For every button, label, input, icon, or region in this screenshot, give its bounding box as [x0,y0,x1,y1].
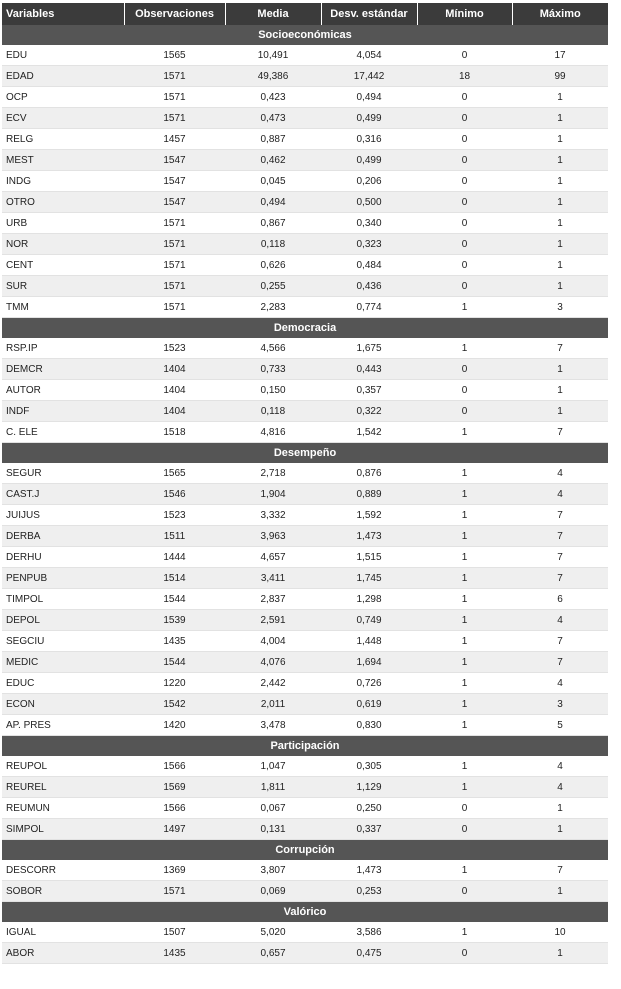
minimo-cell: 1 [417,756,512,777]
observaciones-cell: 1571 [124,276,225,297]
minimo-cell: 0 [417,881,512,902]
media-cell: 3,963 [225,526,321,547]
section-header-row [2,443,608,464]
section-title: Democracia [2,318,608,339]
table-row [2,860,608,881]
desv-estandar-cell: 0,500 [321,192,417,213]
maximo-cell: 10 [512,922,608,943]
media-cell: 2,283 [225,297,321,318]
table-row [2,108,608,129]
maximo-cell: 7 [512,860,608,881]
maximo-cell: 7 [512,338,608,359]
media-cell: 2,718 [225,463,321,484]
minimo-cell: 1 [417,589,512,610]
column-header-observaciones: Observaciones [124,3,225,25]
table-row [2,276,608,297]
desv-estandar-cell: 0,499 [321,150,417,171]
observaciones-cell: 1539 [124,610,225,631]
media-cell: 0,733 [225,359,321,380]
media-cell: 3,332 [225,505,321,526]
maximo-cell: 7 [512,568,608,589]
media-cell: 2,591 [225,610,321,631]
table-row [2,129,608,150]
observaciones-cell: 1571 [124,234,225,255]
media-cell: 0,867 [225,213,321,234]
section-header-row [2,902,608,923]
observaciones-cell: 1547 [124,192,225,213]
desv-estandar-cell: 0,830 [321,715,417,736]
desv-estandar-cell: 1,745 [321,568,417,589]
column-header-media: Media [225,3,321,25]
variable-cell: IGUAL [2,922,124,943]
observaciones-cell: 1544 [124,652,225,673]
table-row [2,943,608,964]
media-cell: 0,462 [225,150,321,171]
observaciones-cell: 1571 [124,881,225,902]
minimo-cell: 1 [417,422,512,443]
minimo-cell: 1 [417,922,512,943]
table-row [2,401,608,422]
media-cell: 0,131 [225,819,321,840]
desv-estandar-cell: 0,436 [321,276,417,297]
maximo-cell: 1 [512,192,608,213]
observaciones-cell: 1514 [124,568,225,589]
observaciones-cell: 1542 [124,694,225,715]
variable-cell: ECV [2,108,124,129]
observaciones-cell: 1544 [124,589,225,610]
desv-estandar-cell: 1,473 [321,860,417,881]
column-header-minimo: Mínimo [417,3,512,25]
maximo-cell: 6 [512,589,608,610]
table-row [2,526,608,547]
desv-estandar-cell: 3,586 [321,922,417,943]
variable-cell: EDAD [2,66,124,87]
variable-cell: TIMPOL [2,589,124,610]
maximo-cell: 1 [512,943,608,964]
variable-cell: DERBA [2,526,124,547]
section-title: Valórico [2,902,608,923]
media-cell: 3,807 [225,860,321,881]
minimo-cell: 1 [417,526,512,547]
maximo-cell: 7 [512,422,608,443]
observaciones-cell: 1507 [124,922,225,943]
media-cell: 4,657 [225,547,321,568]
table-row [2,881,608,902]
maximo-cell: 99 [512,66,608,87]
table-row [2,631,608,652]
table-row [2,673,608,694]
observaciones-cell: 1404 [124,380,225,401]
section-header-row [2,318,608,339]
section-title: Desempeño [2,443,608,464]
table-header [2,3,608,25]
table-row [2,192,608,213]
maximo-cell: 7 [512,631,608,652]
variable-cell: ABOR [2,943,124,964]
maximo-cell: 3 [512,694,608,715]
table-row [2,505,608,526]
desv-estandar-cell: 0,484 [321,255,417,276]
variable-cell: TMM [2,297,124,318]
table-row [2,380,608,401]
minimo-cell: 0 [417,45,512,66]
maximo-cell: 7 [512,505,608,526]
minimo-cell: 1 [417,297,512,318]
observaciones-cell: 1571 [124,297,225,318]
observaciones-cell: 1420 [124,715,225,736]
minimo-cell: 1 [417,694,512,715]
maximo-cell: 4 [512,756,608,777]
desv-estandar-cell: 0,323 [321,234,417,255]
variable-cell: AUTOR [2,380,124,401]
table-row [2,150,608,171]
variable-cell: SEGUR [2,463,124,484]
observaciones-cell: 1546 [124,484,225,505]
observaciones-cell: 1565 [124,45,225,66]
media-cell: 0,473 [225,108,321,129]
desv-estandar-cell: 0,305 [321,756,417,777]
maximo-cell: 1 [512,150,608,171]
table-row [2,359,608,380]
minimo-cell: 0 [417,87,512,108]
variable-cell: DESCORR [2,860,124,881]
media-cell: 4,816 [225,422,321,443]
desv-estandar-cell: 17,442 [321,66,417,87]
maximo-cell: 1 [512,213,608,234]
observaciones-cell: 1435 [124,943,225,964]
observaciones-cell: 1444 [124,547,225,568]
maximo-cell: 1 [512,129,608,150]
observaciones-cell: 1518 [124,422,225,443]
table-row [2,171,608,192]
observaciones-cell: 1569 [124,777,225,798]
column-header-desv-estandar: Desv. estándar [321,3,417,25]
minimo-cell: 0 [417,192,512,213]
maximo-cell: 1 [512,108,608,129]
media-cell: 10,491 [225,45,321,66]
observaciones-cell: 1511 [124,526,225,547]
variable-cell: INDF [2,401,124,422]
desv-estandar-cell: 1,694 [321,652,417,673]
observaciones-cell: 1571 [124,213,225,234]
minimo-cell: 0 [417,108,512,129]
observaciones-cell: 1571 [124,87,225,108]
header-row [2,3,608,25]
minimo-cell: 1 [417,484,512,505]
table-row [2,610,608,631]
desv-estandar-cell: 0,250 [321,798,417,819]
observaciones-cell: 1404 [124,359,225,380]
minimo-cell: 1 [417,715,512,736]
observaciones-cell: 1571 [124,255,225,276]
maximo-cell: 5 [512,715,608,736]
media-cell: 4,566 [225,338,321,359]
table-row [2,255,608,276]
table-row [2,297,608,318]
minimo-cell: 0 [417,819,512,840]
maximo-cell: 4 [512,463,608,484]
desv-estandar-cell: 0,876 [321,463,417,484]
table-row [2,589,608,610]
maximo-cell: 1 [512,380,608,401]
observaciones-cell: 1547 [124,150,225,171]
variable-cell: JUIJUS [2,505,124,526]
desv-estandar-cell: 1,448 [321,631,417,652]
maximo-cell: 1 [512,359,608,380]
variable-cell: RELG [2,129,124,150]
media-cell: 2,011 [225,694,321,715]
variable-cell: URB [2,213,124,234]
variable-cell: EDUC [2,673,124,694]
minimo-cell: 0 [417,798,512,819]
observaciones-cell: 1566 [124,798,225,819]
media-cell: 0,494 [225,192,321,213]
table-row [2,463,608,484]
section-header-row [2,840,608,861]
minimo-cell: 1 [417,777,512,798]
maximo-cell: 1 [512,171,608,192]
table-row [2,87,608,108]
media-cell: 0,657 [225,943,321,964]
media-cell: 3,478 [225,715,321,736]
observaciones-cell: 1497 [124,819,225,840]
media-cell: 0,118 [225,234,321,255]
media-cell: 1,047 [225,756,321,777]
media-cell: 0,118 [225,401,321,422]
desv-estandar-cell: 0,357 [321,380,417,401]
variable-cell: CAST.J [2,484,124,505]
minimo-cell: 1 [417,505,512,526]
minimo-cell: 0 [417,380,512,401]
section-title: Socioeconómicas [2,25,608,45]
table-row [2,45,608,66]
maximo-cell: 7 [512,526,608,547]
variable-cell: DERHU [2,547,124,568]
desv-estandar-cell: 0,206 [321,171,417,192]
desv-estandar-cell: 1,298 [321,589,417,610]
variable-cell: REUMUN [2,798,124,819]
minimo-cell: 0 [417,359,512,380]
desv-estandar-cell: 1,129 [321,777,417,798]
observaciones-cell: 1523 [124,338,225,359]
variable-cell: INDG [2,171,124,192]
table-row [2,234,608,255]
variable-cell: SUR [2,276,124,297]
desv-estandar-cell: 0,475 [321,943,417,964]
variable-cell: MEST [2,150,124,171]
observaciones-cell: 1220 [124,673,225,694]
minimo-cell: 0 [417,276,512,297]
maximo-cell: 1 [512,87,608,108]
desv-estandar-cell: 1,542 [321,422,417,443]
minimo-cell: 0 [417,234,512,255]
section-header-row [2,736,608,757]
observaciones-cell: 1565 [124,463,225,484]
minimo-cell: 0 [417,150,512,171]
maximo-cell: 1 [512,798,608,819]
minimo-cell: 1 [417,338,512,359]
desv-estandar-cell: 0,494 [321,87,417,108]
maximo-cell: 4 [512,673,608,694]
desv-estandar-cell: 4,054 [321,45,417,66]
maximo-cell: 1 [512,819,608,840]
minimo-cell: 1 [417,547,512,568]
table-row [2,652,608,673]
media-cell: 4,004 [225,631,321,652]
desv-estandar-cell: 0,726 [321,673,417,694]
variable-cell: EDU [2,45,124,66]
desv-estandar-cell: 1,473 [321,526,417,547]
observaciones-cell: 1547 [124,171,225,192]
table-row [2,568,608,589]
table-row [2,715,608,736]
variable-cell: OTRO [2,192,124,213]
table-row [2,338,608,359]
variable-cell: OCP [2,87,124,108]
observaciones-cell: 1571 [124,66,225,87]
table-row [2,798,608,819]
variable-cell: PENPUB [2,568,124,589]
variable-cell: RSP.IP [2,338,124,359]
minimo-cell: 0 [417,255,512,276]
minimo-cell: 1 [417,652,512,673]
maximo-cell: 4 [512,610,608,631]
table-row [2,484,608,505]
desv-estandar-cell: 1,592 [321,505,417,526]
variable-cell: NOR [2,234,124,255]
maximo-cell: 1 [512,276,608,297]
maximo-cell: 1 [512,401,608,422]
maximo-cell: 1 [512,234,608,255]
variable-cell: REUPOL [2,756,124,777]
media-cell: 49,386 [225,66,321,87]
minimo-cell: 18 [417,66,512,87]
maximo-cell: 17 [512,45,608,66]
desv-estandar-cell: 1,515 [321,547,417,568]
minimo-cell: 0 [417,129,512,150]
desv-estandar-cell: 0,443 [321,359,417,380]
desv-estandar-cell: 0,499 [321,108,417,129]
media-cell: 1,811 [225,777,321,798]
maximo-cell: 7 [512,547,608,568]
column-header-maximo: Máximo [512,3,608,25]
observaciones-cell: 1523 [124,505,225,526]
table-row [2,922,608,943]
table-row [2,213,608,234]
table-row [2,777,608,798]
minimo-cell: 0 [417,401,512,422]
table-body [2,25,608,964]
maximo-cell: 4 [512,777,608,798]
section-header-row [2,25,608,45]
media-cell: 5,020 [225,922,321,943]
desv-estandar-cell: 0,316 [321,129,417,150]
minimo-cell: 1 [417,631,512,652]
table-row [2,756,608,777]
variable-cell: DEPOL [2,610,124,631]
variable-cell: SOBOR [2,881,124,902]
desv-estandar-cell: 0,253 [321,881,417,902]
media-cell: 0,626 [225,255,321,276]
desv-estandar-cell: 0,889 [321,484,417,505]
media-cell: 0,067 [225,798,321,819]
observaciones-cell: 1457 [124,129,225,150]
minimo-cell: 0 [417,943,512,964]
desv-estandar-cell: 0,619 [321,694,417,715]
table-row [2,694,608,715]
desv-estandar-cell: 0,749 [321,610,417,631]
media-cell: 1,904 [225,484,321,505]
minimo-cell: 1 [417,610,512,631]
maximo-cell: 7 [512,652,608,673]
media-cell: 0,255 [225,276,321,297]
variable-cell: REUREL [2,777,124,798]
table-row [2,422,608,443]
minimo-cell: 1 [417,463,512,484]
minimo-cell: 0 [417,213,512,234]
media-cell: 2,442 [225,673,321,694]
minimo-cell: 1 [417,673,512,694]
maximo-cell: 1 [512,255,608,276]
maximo-cell: 1 [512,881,608,902]
variable-cell: SEGCIU [2,631,124,652]
media-cell: 3,411 [225,568,321,589]
desv-estandar-cell: 1,675 [321,338,417,359]
minimo-cell: 1 [417,860,512,881]
maximo-cell: 4 [512,484,608,505]
variable-cell: AP. PRES [2,715,124,736]
observaciones-cell: 1566 [124,756,225,777]
maximo-cell: 3 [512,297,608,318]
variable-cell: CENT [2,255,124,276]
table-row [2,66,608,87]
observaciones-cell: 1571 [124,108,225,129]
variable-cell: C. ELE [2,422,124,443]
minimo-cell: 1 [417,568,512,589]
observaciones-cell: 1369 [124,860,225,881]
table-row [2,819,608,840]
media-cell: 4,076 [225,652,321,673]
variable-cell: MEDIC [2,652,124,673]
descriptive-statistics-table [2,3,608,964]
media-cell: 2,837 [225,589,321,610]
minimo-cell: 0 [417,171,512,192]
variable-cell: SIMPOL [2,819,124,840]
desv-estandar-cell: 0,340 [321,213,417,234]
variable-cell: DEMCR [2,359,124,380]
variable-cell: ECON [2,694,124,715]
section-title: Corrupción [2,840,608,861]
media-cell: 0,045 [225,171,321,192]
media-cell: 0,423 [225,87,321,108]
column-header-variables: Variables [2,3,124,25]
media-cell: 0,150 [225,380,321,401]
media-cell: 0,069 [225,881,321,902]
table-row [2,547,608,568]
desv-estandar-cell: 0,322 [321,401,417,422]
observaciones-cell: 1404 [124,401,225,422]
desv-estandar-cell: 0,337 [321,819,417,840]
media-cell: 0,887 [225,129,321,150]
section-title: Participación [2,736,608,757]
desv-estandar-cell: 0,774 [321,297,417,318]
observaciones-cell: 1435 [124,631,225,652]
